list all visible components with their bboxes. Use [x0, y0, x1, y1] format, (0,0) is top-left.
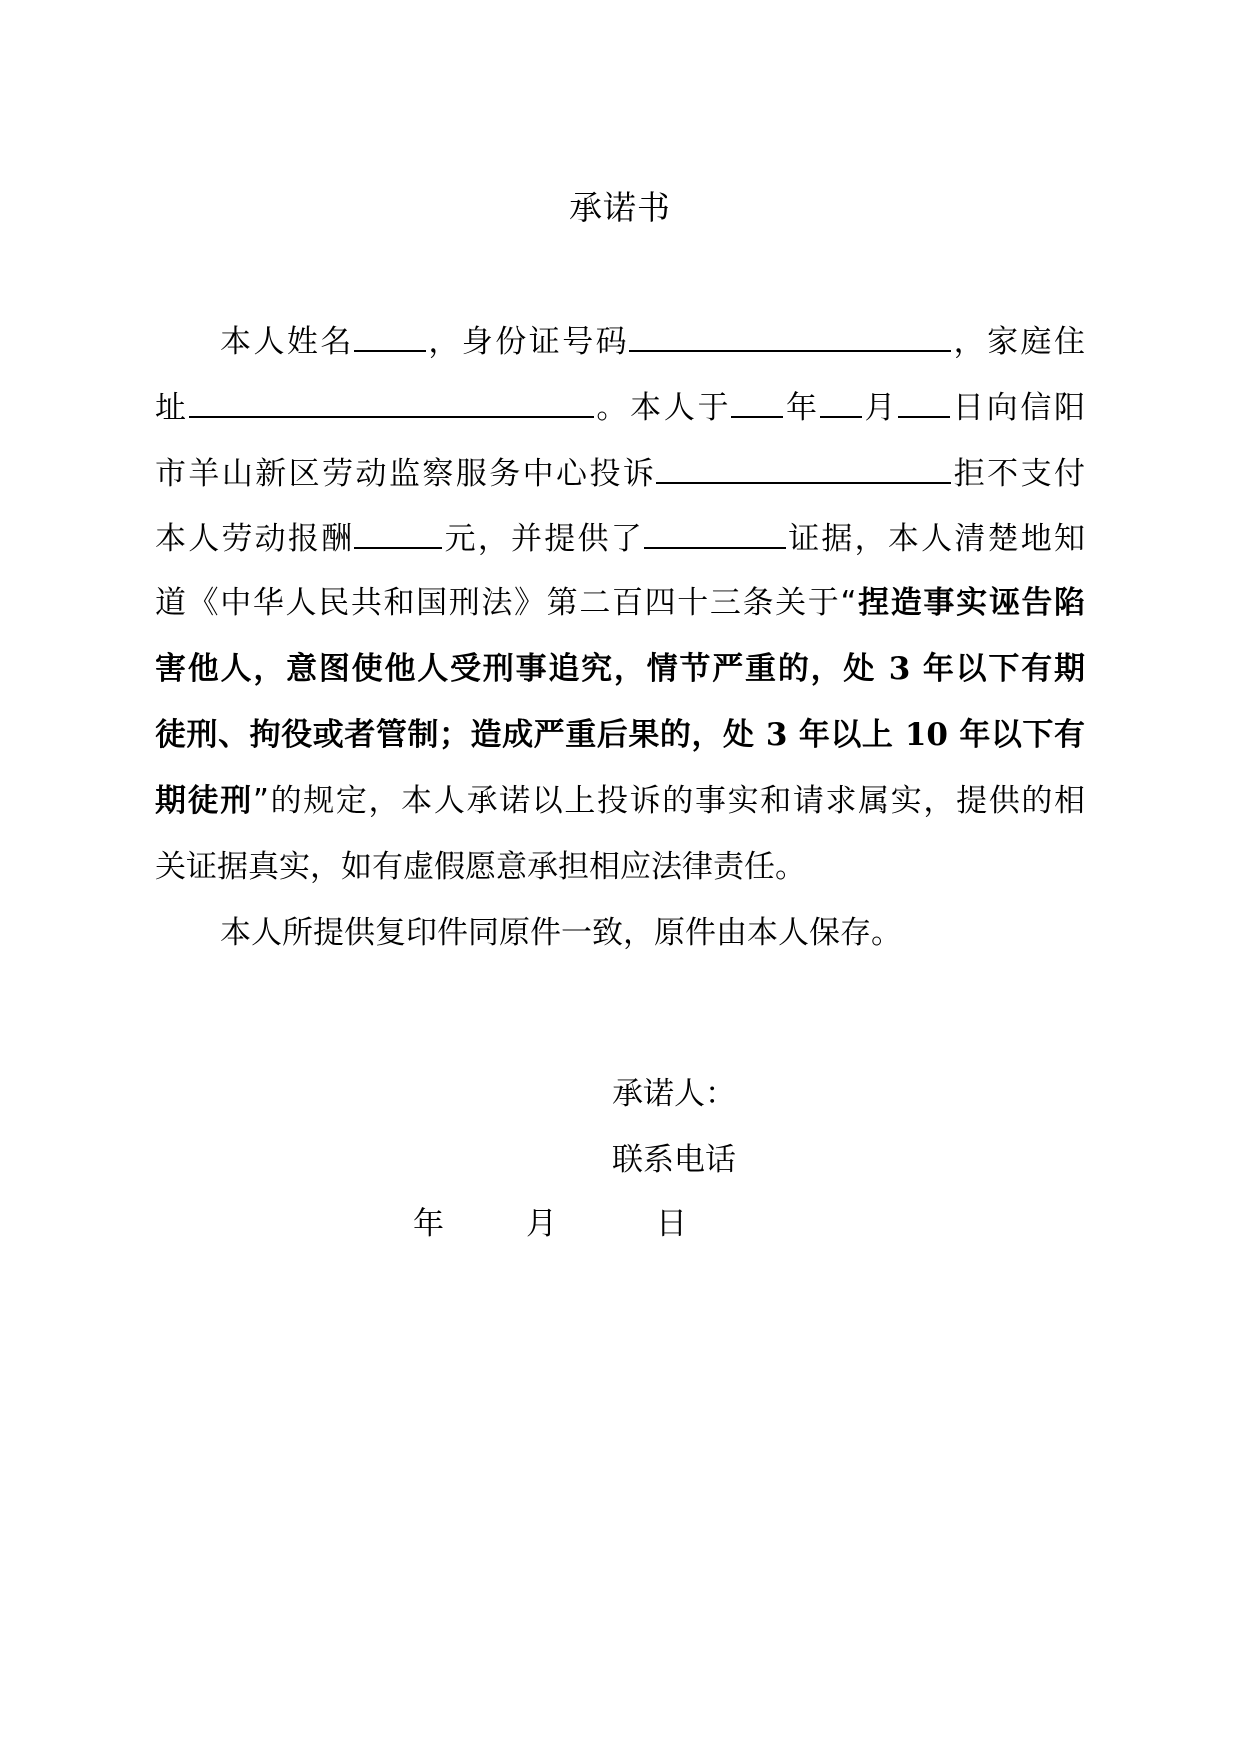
evidence-label: 元，并提供了: [442, 521, 644, 557]
refusal-label: 拒不支付: [951, 456, 1086, 492]
evidence-blank: [644, 513, 786, 549]
paragraph1-line7: 徒刑、拘役或者管制；造成严重后果的，处 3 年以上 10 年以下有: [155, 717, 1085, 753]
address-blank: [189, 382, 594, 418]
paragraph1-line4: [155, 513, 1085, 561]
complaint-target-label: 市羊山新区劳动监察服务中心投诉: [155, 456, 657, 492]
employer-blank: [656, 448, 951, 484]
paragraph1-line2: [155, 382, 1085, 430]
year-blank: [731, 382, 783, 418]
document-title: 承诺书: [569, 188, 671, 227]
amount-blank: [354, 513, 442, 549]
address-label-end: 址: [155, 390, 189, 426]
paragraph1-line8: [155, 777, 1085, 825]
awareness-label: 证据，本人清楚地知: [785, 521, 1086, 557]
day-blank: [898, 382, 950, 418]
paragraph1-line6: 害他人，意图使他人受刑事追究，情节严重的，处 3 年以下有期: [155, 651, 1085, 687]
paragraph1-line1: [220, 316, 1085, 364]
paragraph1-line3: [155, 448, 1085, 496]
sign-day-label: 日: [656, 1206, 687, 1242]
day-label: 日向信阳: [950, 390, 1086, 426]
month-blank: [820, 382, 862, 418]
id-number-blank: [629, 316, 951, 352]
year-label: 年: [783, 390, 820, 426]
id-label: ，身份证号码: [425, 324, 630, 360]
sign-month-label: 月: [526, 1206, 557, 1242]
name-label: 本人姓名: [220, 324, 354, 360]
promise-text: ”的规定，本人承诺以上投诉的事实和请求属实，提供的相: [252, 783, 1085, 819]
sign-year-label: 年: [413, 1206, 444, 1242]
law-quote-start: 捏造事实诬告陷: [856, 585, 1085, 621]
paragraph1-line9: 关证据真实，如有虚假愿意承担相应法律责任。: [155, 849, 806, 885]
month-label: 月: [861, 390, 899, 426]
law-reference: 道《中华人民共和国刑法》第二百四十三条关于“: [155, 585, 857, 621]
promisor-label: 承诺人：: [612, 1076, 736, 1112]
name-blank: [354, 316, 426, 352]
phone-label: 联系电话: [612, 1142, 736, 1178]
law-quote-end: 期徒刑: [155, 783, 253, 819]
paragraph1-line5: [155, 579, 1085, 627]
address-label-start: ，家庭住: [951, 324, 1086, 360]
complaint-date-label: 。本人于: [593, 390, 732, 426]
wage-label: 本人劳动报酬: [155, 521, 355, 557]
paragraph2: 本人所提供复印件同原件一致，原件由本人保存。: [220, 915, 902, 951]
